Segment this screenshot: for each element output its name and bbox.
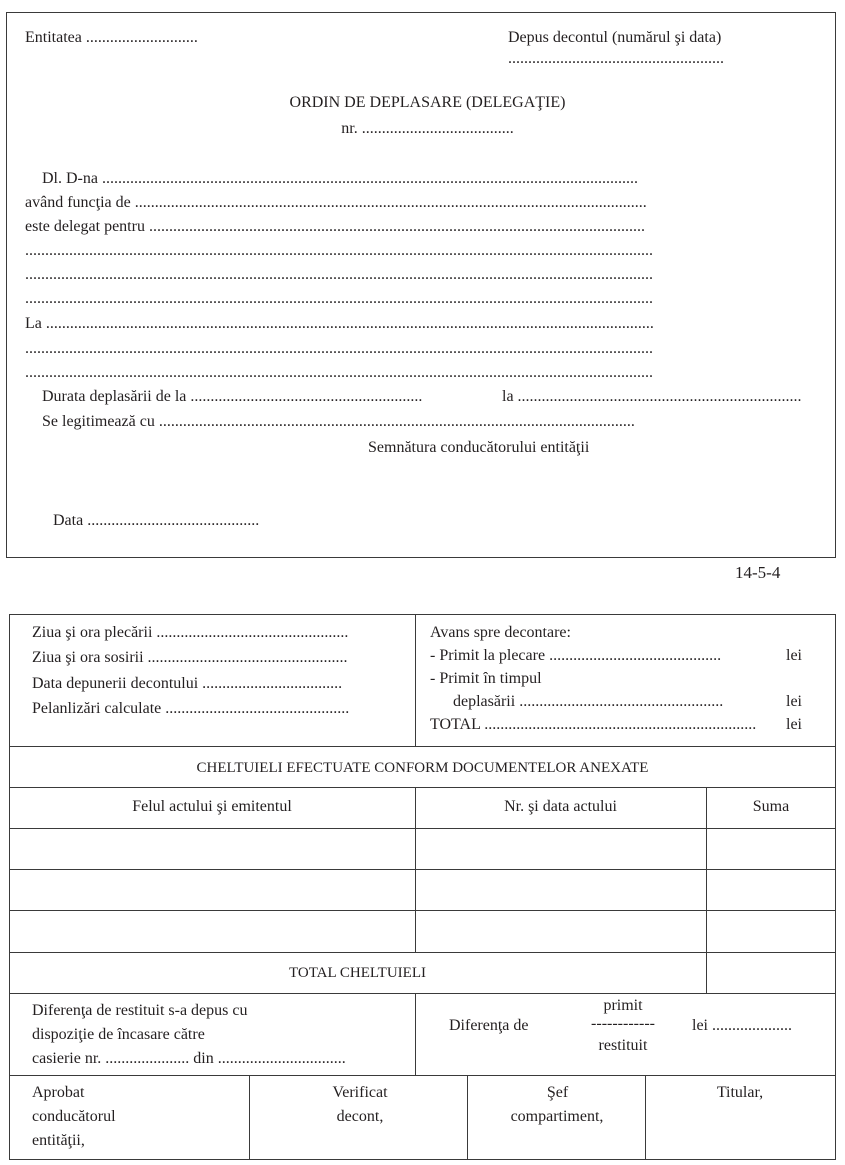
currency-label: lei	[786, 647, 802, 664]
deposit-field[interactable]: ......................................................	[508, 50, 724, 67]
total-expenses-label: TOTAL CHELTUIELI	[289, 965, 426, 981]
total-expenses-cell[interactable]	[707, 953, 835, 992]
expense-cell[interactable]	[416, 870, 705, 910]
arrival-time-field[interactable]: Ziua şi ora sosirii ..................................................	[32, 649, 348, 666]
purpose-field[interactable]: este delegat pentru ............................................................................................................................	[25, 218, 645, 235]
date-field[interactable]: Data ...........................................	[53, 512, 260, 529]
person-name-field[interactable]: Dl. D-na ......................................................................................................................................	[42, 170, 638, 187]
order-number-field[interactable]: nr. ......................................	[341, 120, 514, 137]
verified-line-2: decont,	[336, 1108, 384, 1125]
column-header-kind: Felul actului şi emitentul	[132, 798, 292, 815]
approved-line-3: entităţii,	[32, 1132, 85, 1149]
refund-line-2: dispoziţie de încasare către	[32, 1026, 205, 1043]
destination-field[interactable]: La ........................................................................................................................................................	[25, 315, 654, 332]
refund-line-1: Diferenţa de restituit s-a depus cu	[32, 1002, 248, 1019]
advance-departure-field[interactable]: - Primit la plecare ...........................................	[430, 647, 722, 664]
departure-time-field[interactable]: Ziua şi ora plecării ................................................	[32, 624, 349, 641]
verified-line-1: Verificat	[332, 1084, 388, 1101]
divider	[9, 787, 836, 788]
divider	[9, 1075, 836, 1076]
advance-total-field[interactable]: TOTAL ....................................................................	[430, 716, 757, 733]
expense-cell[interactable]	[10, 829, 414, 869]
expense-cell[interactable]	[416, 911, 705, 951]
purpose-line-4[interactable]: .............................................................................................................................................................	[25, 290, 653, 307]
duration-to-field[interactable]: la .......................................................................	[502, 388, 802, 405]
currency-label: lei	[786, 716, 802, 733]
cash-receipt-field[interactable]: casierie nr. ..................... din ................................	[32, 1050, 346, 1067]
entity-field[interactable]: Entitatea ............................	[25, 29, 198, 46]
chief-line-1: Şef	[546, 1084, 569, 1101]
divider	[249, 1075, 250, 1160]
expense-cell[interactable]	[707, 829, 835, 869]
divider	[415, 614, 416, 746]
expense-cell[interactable]	[416, 829, 705, 869]
advance-during-field[interactable]: deplasării ...................................................	[453, 693, 724, 710]
position-field[interactable]: având funcţia de ................................................................................................................................	[25, 194, 647, 211]
document-title: ORDIN DE DEPLASARE (DELEGAŢIE)	[289, 94, 566, 111]
column-header-number: Nr. şi data actului	[504, 798, 617, 815]
expense-cell[interactable]	[707, 911, 835, 951]
submission-date-field[interactable]: Data depunerii decontului ...................................	[32, 675, 343, 692]
advance-during-label: - Primit în timpul	[430, 670, 542, 687]
approved-line-1: Aprobat	[32, 1084, 85, 1101]
currency-label: lei	[786, 693, 802, 710]
manager-signature-label: Semnătura conducătorului entităţii	[368, 439, 590, 456]
calculated-allowances-field[interactable]: Pelanlizări calculate ..............................................	[32, 700, 350, 717]
destination-line-2[interactable]: .............................................................................................................................................................	[25, 340, 653, 357]
destination-line-3[interactable]: .............................................................................................................................................................	[25, 364, 653, 381]
expenses-title: CHELTUIELI EFECTUATE CONFORM DOCUMENTELOR ANEXATE	[196, 760, 649, 776]
divider	[645, 1075, 646, 1160]
divider	[9, 746, 836, 747]
expense-cell[interactable]	[707, 870, 835, 910]
expense-cell[interactable]	[10, 911, 414, 951]
purpose-line-3[interactable]: .............................................................................................................................................................	[25, 266, 653, 283]
approved-line-2: conducătorul	[32, 1108, 116, 1125]
column-header-sum: Suma	[752, 798, 790, 815]
advance-title: Avans spre decontare:	[430, 624, 571, 641]
deposit-label: Depus decontul (numărul şi data)	[508, 29, 722, 46]
purpose-line-2[interactable]: .............................................................................................................................................................	[25, 242, 653, 259]
fraction-line: ------------	[591, 1015, 655, 1032]
returned-label: restituit	[598, 1037, 648, 1054]
divider	[415, 993, 416, 1075]
difference-label: Diferenţa de	[449, 1017, 529, 1034]
form-code: 14-5-4	[735, 563, 781, 582]
expense-cell[interactable]	[10, 870, 414, 910]
divider	[467, 1075, 468, 1160]
received-label: primit	[603, 997, 643, 1014]
holder-label: Titular,	[716, 1084, 764, 1101]
divider	[9, 993, 836, 994]
duration-from-field[interactable]: Durata deplasării de la ..........................................................	[42, 388, 423, 405]
difference-amount-field[interactable]: lei ....................	[692, 1017, 792, 1034]
chief-line-2: compartiment,	[510, 1108, 604, 1125]
identification-field[interactable]: Se legitimează cu .......................................................................................................................	[42, 413, 635, 430]
